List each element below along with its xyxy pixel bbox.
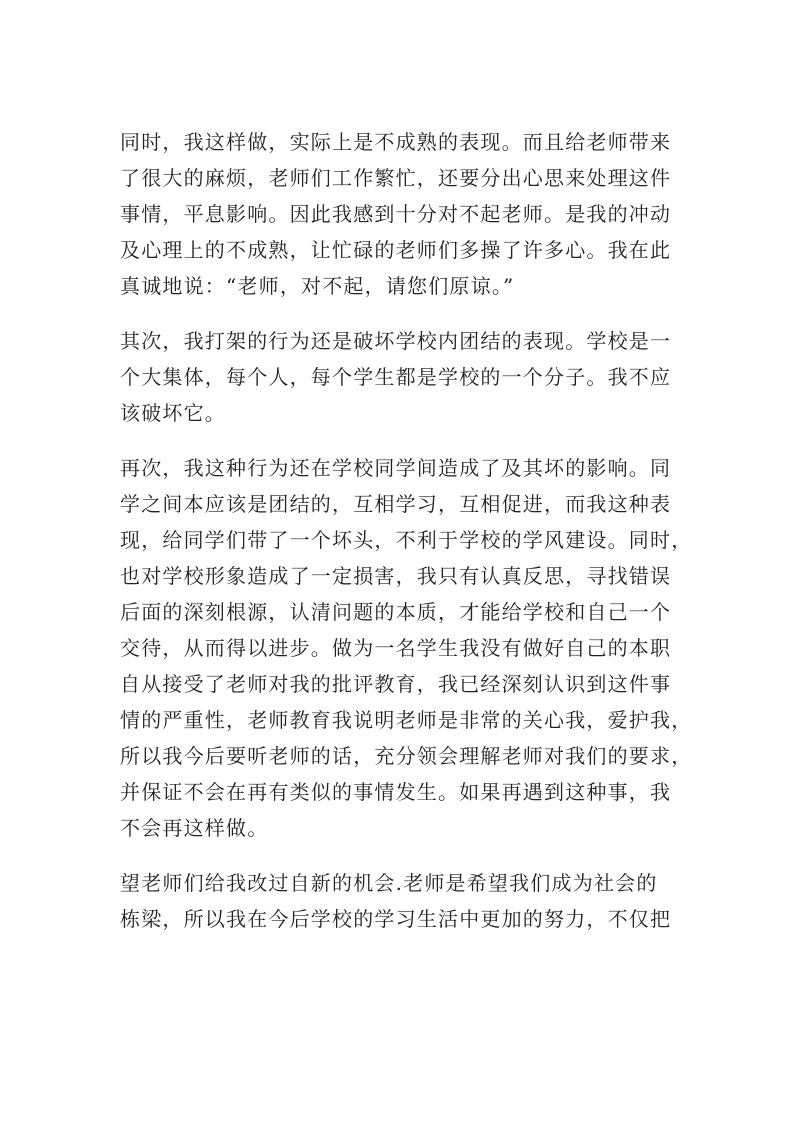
text-line: 情的严重性，老师教育我说明老师是非常的关心我，爱护我， <box>120 708 693 732</box>
text-line: 真诚地说：“老师，对不起，请您们原谅。” <box>120 274 515 298</box>
paragraph <box>120 450 720 846</box>
text-line: 该破坏它。 <box>120 401 226 425</box>
text-line: 事情，平息影响。因此我感到十分对不起老师。是我的冲动 <box>120 202 672 226</box>
document-body <box>120 124 720 956</box>
text-line: 再次，我这种行为还在学校同学间造成了及其坏的影响。同 <box>120 456 672 480</box>
text-line: 也对学校形象造成了一定损害，我只有认真反思，寻找错误 <box>120 564 672 588</box>
text-line: 后面的深刻根源，认清问题的本质，才能给学校和自己一个 <box>120 600 672 624</box>
text-line: 自从接受了老师对我的批评教育，我已经深刻认识到这件事 <box>120 672 672 696</box>
text-line: 不会再这样做。 <box>120 816 269 840</box>
text-line: 望老师们给我改过自新的机会.老师是希望我们成为社会的 <box>120 871 658 895</box>
paragraph <box>120 323 720 431</box>
text-line: 学之间本应该是团结的，互相学习，互相促进，而我这种表 <box>120 492 672 516</box>
text-line: 所以我今后要听老师的话，充分领会理解老师对我们的要求， <box>120 744 693 768</box>
text-line: 并保证不会在再有类似的事情发生。如果再遇到这种事，我 <box>120 780 672 804</box>
text-line: 了很大的麻烦，老师们工作繁忙，还要分出心思来处理这件 <box>120 166 672 190</box>
paragraph <box>120 865 720 937</box>
text-line: 个大集体，每个人，每个学生都是学校的一个分子。我不应 <box>120 365 672 389</box>
paragraph <box>120 124 720 304</box>
text-line: 同时，我这样做，实际上是不成熟的表现。而且给老师带来 <box>120 130 672 154</box>
text-line: 其次，我打架的行为还是破坏学校内团结的表现。学校是一 <box>120 329 672 353</box>
text-line: 及心理上的不成熟，让忙碌的老师们多操了许多心。我在此 <box>120 238 672 262</box>
text-line: 现，给同学们带了一个坏头，不利于学校的学风建设。同时， <box>120 528 693 552</box>
text-line: 栋梁，所以我在今后学校的学习生活中更加的努力，不仅把 <box>120 907 672 931</box>
text-line: 交待，从而得以进步。做为一名学生我没有做好自己的本职 <box>120 636 672 660</box>
